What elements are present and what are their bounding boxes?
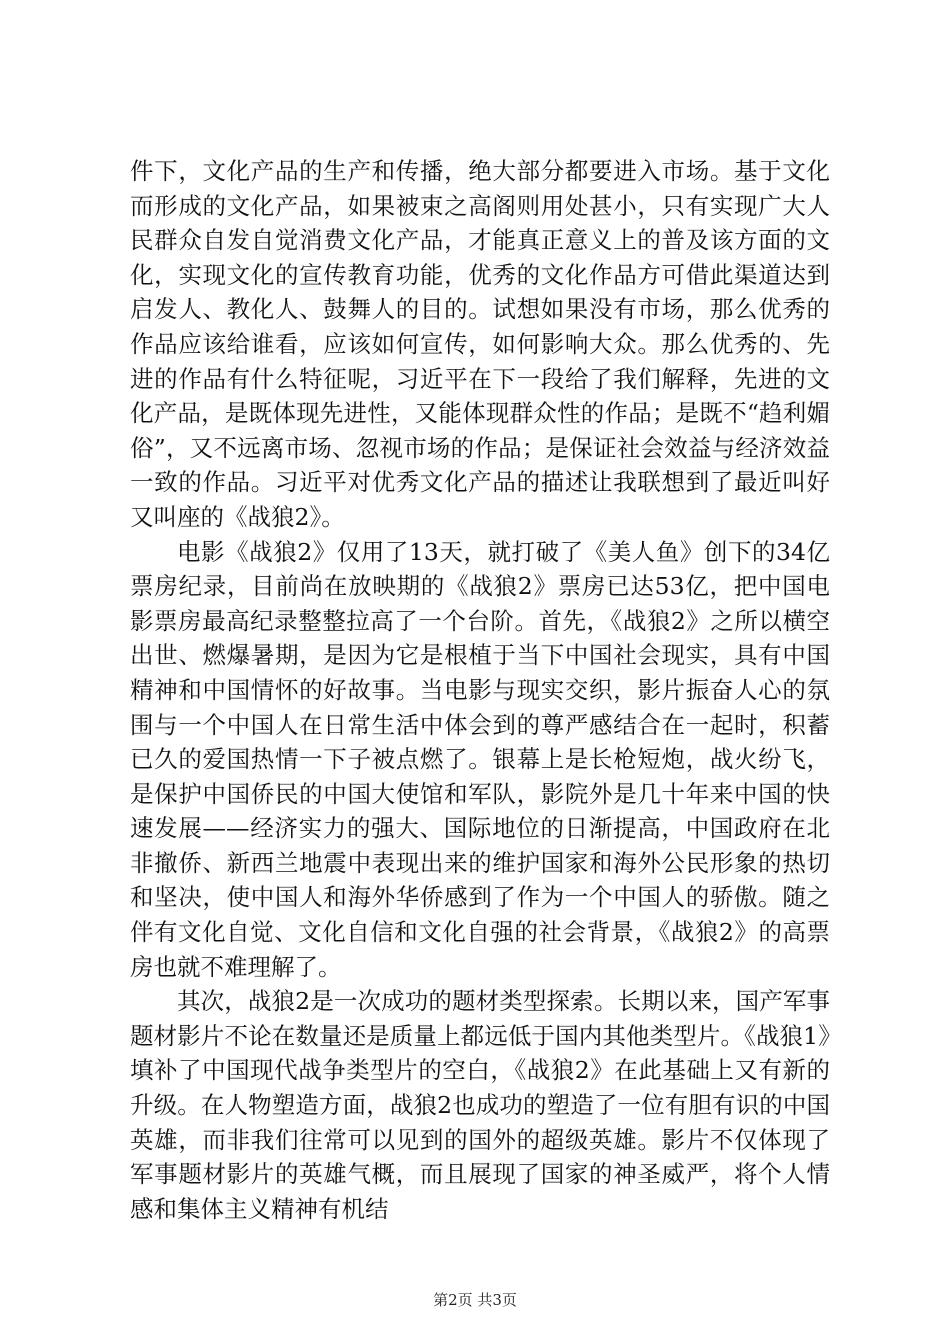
paragraph-2: 电影《战狼2》仅用了13天，就打破了《美人鱼》创下的34亿票房纪录，目前尚在放映期的《战狼2》票房已达53亿，把中国电影票房最高纪录整整拉高了一个台阶。首先，《战狼2》之所以横空出世、燃爆暑期，是因为它是根植于当下中国社会现实，具有中国精神和中国情怀的好故事。当电影与现实交织，影片振奋人心的氛围与一个中国人在日常生活中体会到的尊严感结合在一起时，积蓄已久的爱国热情一下子被点燃了。银幕上是长枪短炮，战火纷飞，是保护中国侨民的中国大使馆和军队，影院外是几十年来中国的快速发展——经济实力的强大、国际地位的日渐提高，中国政府在北非撤侨、新西兰地震中表现出来的维护国家和海外公民形象的热切和坚决，使中国人和海外华侨感到了作为一个中国人的骄傲。随之伴有文化自觉、文化自信和文化自强的社会背景，《战狼2》的高票房也就不难理解了。	[130, 537, 830, 981]
page-footer: 第2页 共3页	[433, 1291, 517, 1309]
paragraph-1: 件下，文化产品的生产和传播，绝大部分都要进入市场。基于文化而形成的文化产品，如果被束之高阁则用处甚小，只有实现广大人民群众自发自觉消费文化产品，才能真正意义上的普及该方面的文化，实现文化的宣传教育功能，优秀的文化作品方可借此渠道达到启发人、教化人、鼓舞人的目的。试想如果没有市场，那么优秀的作品应该给谁看，应该如何宣传，如何影响大众。那么优秀的、先进的作品有什么特征呢，习近平在下一段给了我们解释，先进的文化产品，是既体现先进性，又能体现群众性的作品；是既不“趋利媚俗”，又不远离市场、忽视市场的作品；是保证社会效益与经济效益一致的作品。习近平对优秀文化产品的描述让我联想到了最近叫好又叫座的《战狼2》。	[130, 157, 830, 531]
paragraph-3: 其次，战狼2是一次成功的题材类型探索。长期以来，国产军事题材影片不论在数量还是质量上都远低于国内其他类型片。《战狼1》填补了中国现代战争类型片的空白，《战狼2》在此基础上又有新的升级。在人物塑造方面，战狼2也成功的塑造了一位有胆有识的中国英雄，而非我们往常可以见到的国外的超级英雄。影片不仅体现了军事题材影片的英雄气概，而且展现了国家的神圣威严，将个人情感和集体主义精神有机结	[130, 987, 830, 1223]
document-body	[130, 154, 830, 1226]
